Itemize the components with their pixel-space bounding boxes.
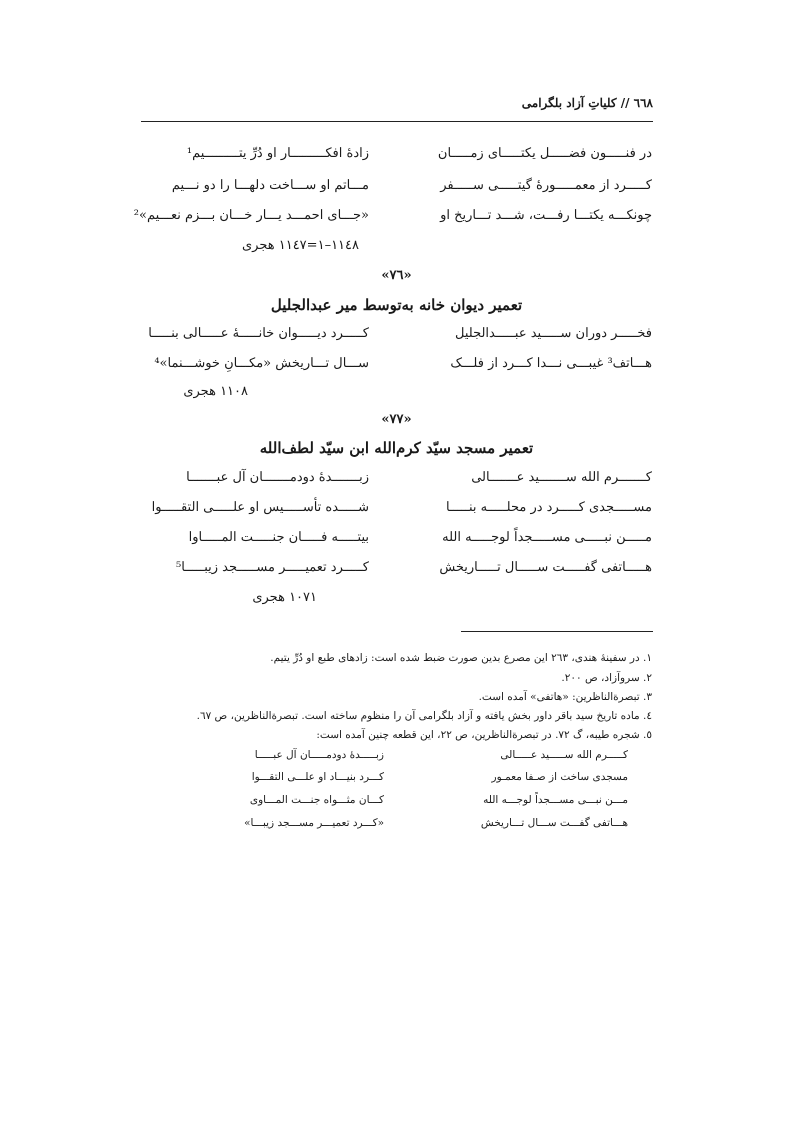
footnote: ٣. تبصرةالناظرین: «هاتفی» آمده است. xyxy=(478,691,652,703)
hemistich-first: کـــــرد از معمـــــورۀ گیتـــــی ســـــفر xyxy=(440,178,652,193)
hemistich-second: زبـــــدۀ دودمـــــان آل عبـــــا xyxy=(254,749,384,761)
footnote: ٥. شجره طیبه، گ ٧٢. در تبصرةالناظرین، ص ٢٢، این قطعه چنین آمده است: xyxy=(316,729,652,741)
hemistich-first: هـــاتف³ غیبـــی نـــدا کـــرد از فلـــک xyxy=(450,356,652,371)
hemistich-second: «جـــای احمـــد یـــار خـــان بـــزم نعـــیم»² xyxy=(133,208,369,223)
hemistich-second: کـــــرد تعمیـــــر مســـــجد زیبـــــا⁵ xyxy=(176,560,369,575)
hemistich-second: «کـــرد تعمیـــر مســـجد زیبـــا» xyxy=(244,817,384,829)
hemistich-first: مـــــن نبـــــی مســـــجداً لوجـــــه الله xyxy=(442,530,652,545)
hemistich-first: کـــــرم الله ســـــید عـــــالی xyxy=(500,749,628,761)
hemistich-second: بیتـــــه فـــــان جنـــــت المـــــاوا xyxy=(188,530,369,545)
section-title: تعمیر مسجد سیّد کرم‌الله ابن سیّد لطف‌الله xyxy=(259,439,534,457)
hemistich-first: در فنـــــون فضـــــل یکتـــــای زمـــــان xyxy=(437,146,652,161)
footnote: ١. در سفینۀ هندی، ٢٦٣ این مصرع بدین صورت ضبط شده است: زادهای طبع او دُرِّ یتیم. xyxy=(270,652,652,664)
hemistich-second: کـــان مثـــواه جنـــت المـــاوی xyxy=(249,794,384,806)
hemistich-second: ســـال تـــاریخش «مکـــانِ خوشـــنما»⁴ xyxy=(154,356,369,371)
section-title: تعمیر دیوان خانه به‌توسط میر عبدالجلیل xyxy=(270,296,523,314)
header-rule xyxy=(141,121,653,122)
footnote: ٤. ماده تاریخ سید باقر داور بخش یافته و آزاد بلگرامی آن را منظوم ساخته است. تبصرةالناظرین، ص ٦٧. xyxy=(196,710,652,722)
footnote: ٢. سروآزاد، ص ٢٠٠. xyxy=(561,672,652,684)
hemistich-second: زبـــــــدۀ دودمـــــــان آل عبـــــــا xyxy=(186,470,369,485)
hemistich-first: مـــن نبـــی مســـجداً لوجـــه الله xyxy=(483,794,628,806)
running-header: ٦٦٨ // کلیاتِ آزاد بلگرامی xyxy=(521,96,653,110)
hemistich-first: هـــاتفی گفـــت ســـال تـــاریخش xyxy=(480,817,628,829)
hemistich-second: شـــــده تأســـــیس او علـــــی التقـــــوا xyxy=(151,500,369,515)
section-number: «٧٦» xyxy=(381,268,412,283)
hemistich-first: مســـــجدی کـــــرد در محلـــــه بنـــــا xyxy=(445,500,652,515)
section-number: «٧٧» xyxy=(381,412,412,427)
date-line: ١٠٧١ هجری xyxy=(252,590,317,605)
hemistich-second: کـــــرد دیـــــوان خانـــــۀ عـــــالی بنـــــا xyxy=(148,326,369,341)
footnote-rule xyxy=(461,631,653,632)
date-line: ١١٠٨ هجری xyxy=(183,384,248,399)
hemistich-first: مسجدی ساخت از صـفا معمـور xyxy=(491,771,628,783)
hemistich-second: کـــرد بنیـــاد او علـــی التقـــوا xyxy=(251,771,384,783)
date-line: ١١٤٨–١=١١٤٧ هجری xyxy=(242,238,359,253)
hemistich-first: هـــــاتفی گفـــــت ســـــال تـــــاریخش xyxy=(439,560,652,575)
hemistich-second: مـــاتم او ســـاخت دلهـــا را دو نـــیم xyxy=(171,178,369,193)
hemistich-first: کـــــــرم الله ســـــــید عـــــــالی xyxy=(471,470,652,485)
hemistich-first: چونکـــه یکتـــا رفـــت، شـــد تـــاریخ او xyxy=(440,208,652,223)
hemistich-second: زادۀ افکـــــــــار او دُرِّ یتـــــــــیم¹ xyxy=(186,146,369,161)
hemistich-first: فخـــــر دوران ســـــید عبـــــدالجلیل xyxy=(455,326,652,341)
